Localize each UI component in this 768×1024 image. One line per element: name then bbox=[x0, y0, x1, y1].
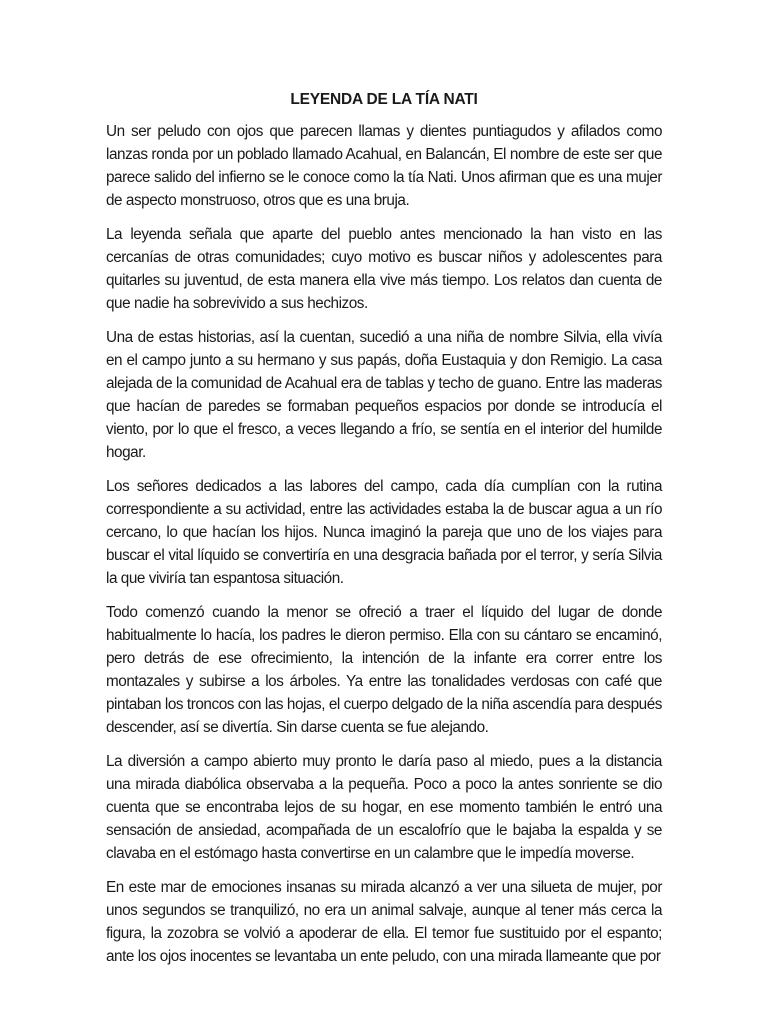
paragraph-1: Un ser peludo con ojos que parecen llamas y dientes puntiagudos y afilados como lanzas ronda por un poblado llamado Acahual, en Balancán, El nombre de este ser que parece salido del infierno se le conoce como la tía Nati. Unos afirman que es una mujer de aspecto monstruoso, otros que es una bruja. bbox=[106, 123, 662, 209]
paragraph-3: Una de estas historias, así la cuentan, sucedió a una niña de nombre Silvia, ella vivía en el campo junto a su hermano y sus papás, doña Eustaquia y don Remigio. La casa alejada de la comunidad de Acahual era de tablas y techo de guano. Entre las maderas que hacían de paredes se formaban pequeños espacios por donde se introducía el viento, por lo que el fresco, a veces llegando a frío, se sentía en el interior del humilde hogar. bbox=[106, 329, 662, 461]
paragraph-2: La leyenda señala que aparte del pueblo antes mencionado la han visto en las cercanías de otras comunidades; cuyo motivo es buscar niños y adolescentes para quitarles su juventud, de esta manera ella vive más tiempo. Los relatos dan cuenta de que nadie ha sobrevivido a sus hechizos. bbox=[106, 226, 662, 312]
document-title: LEYENDA DE LA TÍA NATI bbox=[290, 91, 478, 108]
paragraph-4: Los señores dedicados a las labores del campo, cada día cumplían con la rutina correspondiente a su actividad, entre las actividades estaba la de buscar agua a un río cercano, lo que hacían los hijos. Nunca imaginó la pareja que uno de los viajes para buscar el vital líquido se convertiría en una desgracia bañada por el terror, y sería Silvia la que viviría tan espantosa situación. bbox=[106, 478, 662, 587]
paragraph-6: La diversión a campo abierto muy pronto le daría paso al miedo, pues a la distancia una mirada diabólica observaba a la pequeña. Poco a poco la antes sonriente se dio cuenta que se encontraba lejos de su hogar, en ese momento también le entró una sensación de ansiedad, acompañada de un escalofrío que le bajaba la espalda y se clavaba en el estómago hasta convertirse en un calambre que le impedía moverse. bbox=[106, 753, 662, 862]
document-page bbox=[106, 90, 662, 979]
paragraph-7: En este mar de emociones insanas su mirada alcanzó a ver una silueta de mujer, por unos segundos se tranquilizó, no era un animal salvaje, aunque al tener más cerca la figura, la zozobra se volvió a apoderar de ella. El temor fue sustituido por el espanto; ante los ojos inocentes se levantaba un ente peludo, con una mirada llameante que por bbox=[106, 879, 662, 965]
paragraph-5: Todo comenzó cuando la menor se ofreció a traer el líquido del lugar de donde habitualmente lo hacía, los padres le dieron permiso. Ella con su cántaro se encaminó, pero detrás de ese ofrecimiento, la intención de la infante era correr entre los montazales y subirse a los árboles. Ya entre las tonalidades verdosas con café que pintaban los troncos con las hojas, el cuerpo delgado de la niña ascendía para después descender, así se divertía. Sin darse cuenta se fue alejando. bbox=[106, 604, 662, 736]
